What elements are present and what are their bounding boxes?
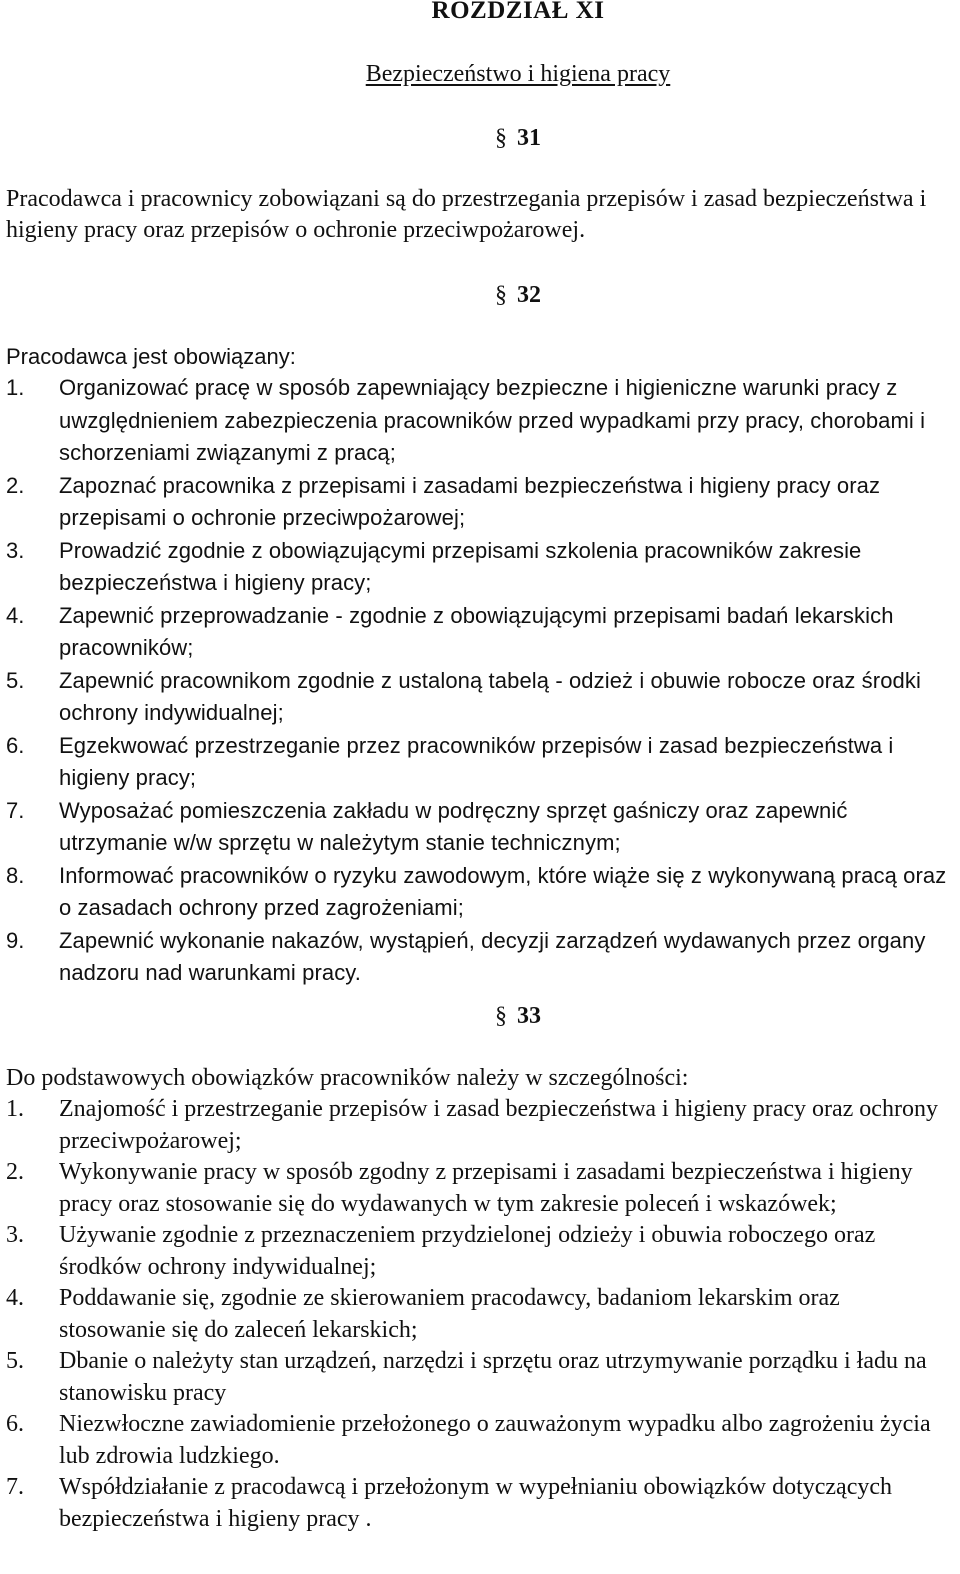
list-item <box>0 1346 949 1409</box>
item-text: Współdziałanie z pracodawcą i przełożonym w wypełnianiu obowiązków dotyczących bezpieczeństwa i higieny pracy . <box>59 1474 893 1532</box>
item-number: 1. <box>6 375 25 400</box>
item-text: Wykonywanie pracy w sposób zgodny z przepisami i zasadami bezpieczeństwa i higieny pracy oraz stosowanie się do wydawanych w tym zakresie poleceń i wskazówek; <box>59 1159 913 1217</box>
section-sign: § <box>495 125 507 151</box>
employer-duties-list <box>0 372 960 990</box>
employee-duties-list <box>0 1094 960 1535</box>
list-item <box>0 1409 949 1472</box>
section-number: 33 <box>517 1003 541 1029</box>
list-item <box>0 925 949 990</box>
item-number: 1. <box>6 1096 24 1122</box>
item-number: 3. <box>6 1222 24 1248</box>
item-text: Wyposażać pomieszczenia zakładu w podręczny sprzęt gaśniczy oraz zapewnić utrzymanie w/w sprzętu w należytym stanie technicznym; <box>59 797 848 855</box>
section-heading-33 <box>0 1000 960 1032</box>
item-text: Prowadzić zgodnie z obowiązującymi przepisami szkolenia pracowników zakresie bezpieczeństwa i higieny pracy; <box>59 537 862 595</box>
section-sign: § <box>495 1003 507 1029</box>
list-item <box>0 600 949 665</box>
item-text: Zapewnić wykonanie nakazów, wystąpień, decyzji zarządzeń wydawanych przez organy nadzoru nad warunkami pracy. <box>59 927 926 985</box>
item-number: 5. <box>6 1348 24 1374</box>
chapter-subtitle: Bezpieczeństwo i higiena pracy <box>365 61 671 87</box>
item-number: 3. <box>6 537 25 563</box>
item-number: 7. <box>6 797 25 823</box>
item-number: 6. <box>6 1411 24 1437</box>
item-number: 6. <box>6 732 25 758</box>
list-item <box>0 1157 949 1220</box>
list-item <box>0 665 949 730</box>
item-number: 8. <box>6 862 25 888</box>
item-text: Poddawanie się, zgodnie ze skierowaniem pracodawcy, badaniom lekarskim oraz stosowanie się do zaleceń lekarskich; <box>59 1285 840 1343</box>
item-text: Niezwłoczne zawiadomienie przełożonego o zauważonym wypadku albo zagrożeniu życia lub zdrowia ludzkiego. <box>59 1411 931 1469</box>
item-number: 2. <box>6 1159 24 1185</box>
item-text: Znajomość i przestrzeganie przepisów i zasad bezpieczeństwa i higieny pracy oraz ochrony przeciwpożarowej; <box>59 1096 938 1154</box>
list-item <box>0 1283 949 1346</box>
section-31-text: Pracodawca i pracownicy zobowiązani są do przestrzegania przepisów i zasad bezpieczeństwa i higieny pracy oraz przepisów o ochronie przeciwpożarowej. <box>6 186 927 243</box>
item-text: Dbanie o należyty stan urządzeń, narzędzi i sprzętu oraz utrzymywanie porządku i ładu na stanowisku pracy <box>59 1348 927 1406</box>
item-text: Organizować pracę w sposób zapewniający bezpieczne i higieniczne warunki pracy z uwzględnieniem zabezpieczenia pracowników przed wypadkami przy pracy, chorobami i schorzeniami związanymi z pracą; <box>59 375 926 465</box>
list-item <box>0 535 949 600</box>
list-item <box>0 795 949 860</box>
list-item <box>0 470 949 535</box>
list-item <box>0 372 949 470</box>
section-33-intro: Do podstawowych obowiązków pracowników należy w szczególności: <box>6 1065 689 1091</box>
item-text: Zapewnić pracownikom zgodnie z ustaloną tabelą - odzież i obuwie robocze oraz środki ochrony indywidualnej; <box>59 667 921 725</box>
list-item <box>0 1472 949 1535</box>
item-number: 4. <box>6 602 25 628</box>
item-number: 2. <box>6 472 25 498</box>
section-sign: § <box>495 282 507 308</box>
item-text: Zapoznać pracownika z przepisami i zasadami bezpieczeństwa i higieny pracy oraz przepisami o ochronie przeciwpożarowej; <box>59 472 881 530</box>
section-number: 32 <box>517 282 541 308</box>
item-text: Informować pracowników o ryzyku zawodowym, które wiąże się z wykonywaną pracą oraz o zasadach ochrony przed zagrożeniami; <box>59 862 947 920</box>
list-item <box>0 730 949 795</box>
item-number: 7. <box>6 1474 24 1500</box>
item-number: 4. <box>6 1285 24 1311</box>
item-number: 5. <box>6 667 25 693</box>
section-heading-31 <box>0 122 960 154</box>
section-32-intro: Pracodawca jest obowiązany: <box>6 344 296 369</box>
section-number: 31 <box>517 125 541 151</box>
list-item <box>0 1094 949 1157</box>
item-text: Zapewnić przeprowadzanie - zgodnie z obowiązującymi przepisami badań lekarskich pracowników; <box>59 602 894 660</box>
list-item <box>0 1220 949 1283</box>
list-item <box>0 860 949 925</box>
chapter-title: ROZDZIAŁ XI <box>431 0 605 24</box>
item-text: Używanie zgodnie z przeznaczeniem przydzielonej odzieży i obuwia roboczego oraz środków ochrony indywidualnej; <box>59 1222 876 1280</box>
section-heading-32 <box>0 279 960 311</box>
item-number: 9. <box>6 927 25 953</box>
item-text: Egzekwować przestrzeganie przez pracowników przepisów i zasad bezpieczeństwa i higieny pracy; <box>59 732 894 790</box>
